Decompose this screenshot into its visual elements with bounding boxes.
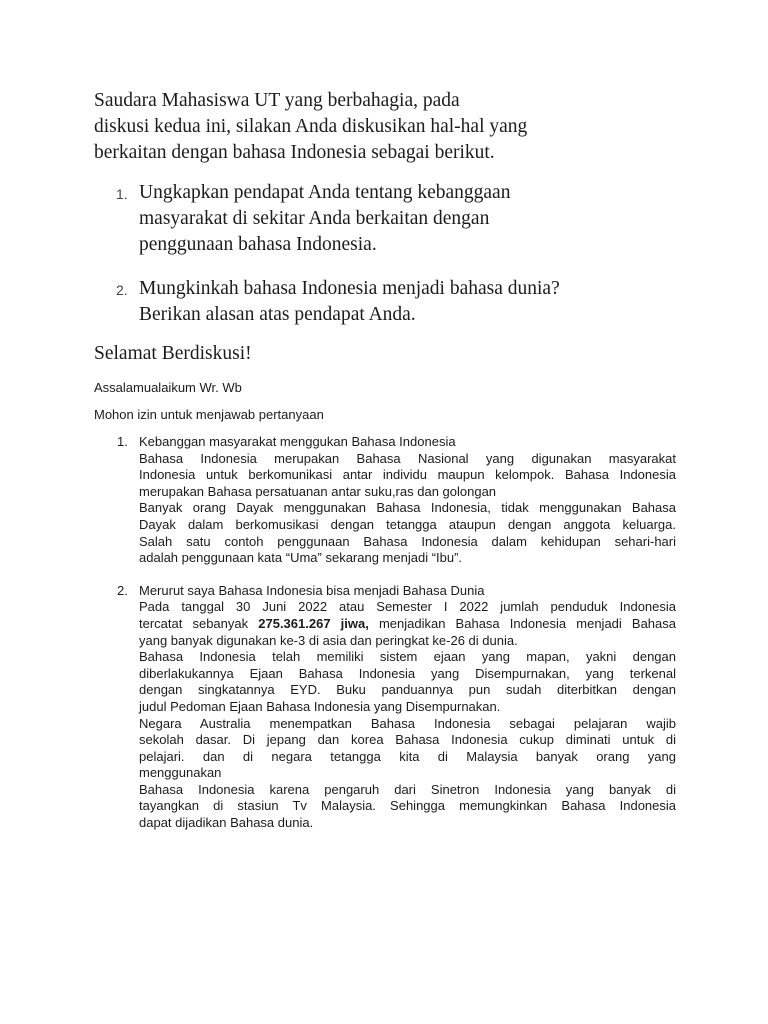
answer-paragraph bbox=[139, 649, 676, 715]
population-figure: 275.361.267 jiwa, bbox=[258, 615, 369, 631]
question-item bbox=[94, 180, 694, 258]
question-text bbox=[139, 180, 694, 258]
answer-text: tercatat sebanyak bbox=[139, 615, 259, 631]
answer-line: tayangkan di stasiun Tv Malaysia. Sehingga memungkinkan Bahasa Indonesia bbox=[139, 798, 676, 814]
answer-number: 2. bbox=[117, 582, 128, 598]
answer-line: diberlakukannya Ejaan Bahasa Indonesia yang Disempurnakan, yang terkenal bbox=[139, 665, 676, 681]
answer-line: Salah satu contoh penggunaan Bahasa Indonesia dalam kehidupan sehari-hari bbox=[139, 533, 676, 549]
question-line: Berikan alasan atas pendapat Anda. bbox=[139, 304, 416, 325]
answer-line: pelajari. dan di negara tetangga kita di Malaysia banyak orang yang bbox=[139, 748, 676, 764]
salam-line: Assalamualaikum Wr. Wb bbox=[94, 380, 242, 395]
answer-line: merupakan Bahasa persatuanan antar suku,ras dan golongan bbox=[139, 483, 497, 499]
intro-line: berkaitan dengan bahasa Indonesia sebagai berikut. bbox=[94, 142, 495, 163]
answer-line: dengan singkatannya EYD. Buku panduannya pun sudah diterbitkan dengan bbox=[139, 682, 676, 698]
answer-line: adalah penggunaan kata “Uma” sekarang menjadi “Ibu”. bbox=[139, 550, 463, 566]
intro-line: diskusi kedua ini, silakan Anda diskusikan hal-hal yang bbox=[94, 116, 528, 137]
answer-line bbox=[139, 616, 676, 633]
question-list bbox=[94, 180, 694, 328]
closing-greeting: Selamat Berdiskusi! bbox=[94, 343, 252, 364]
question-item bbox=[94, 276, 694, 328]
answer-line: sekolah dasar. Di jepang dan korea Bahasa Indonesia cukup diminati untuk di bbox=[139, 732, 676, 748]
intro-line: Saudara Mahasiswa UT yang berbahagia, pada bbox=[94, 90, 460, 111]
intro-paragraph bbox=[94, 88, 654, 166]
answer-paragraph bbox=[139, 716, 676, 782]
question-line: Ungkapkan pendapat Anda tentang kebanggaan bbox=[139, 182, 511, 203]
question-number: 2. bbox=[116, 282, 128, 298]
question-text bbox=[139, 276, 694, 328]
answer-text: menjadikan Bahasa Indonesia menjadi Bahasa bbox=[368, 615, 676, 631]
answer-paragraph bbox=[139, 500, 676, 566]
answer-line: Banyak orang Dayak menggunakan Bahasa Indonesia, tidak menggunakan Bahasa bbox=[139, 500, 676, 516]
answer-line: Indonesia untuk berkomunikasi antar individu maupun kelompok. Bahasa Indonesia bbox=[139, 467, 676, 483]
answer-line: Dayak dalam berkomusikasi dengan tetangga ataupun dengan anggota keluarga. bbox=[139, 516, 676, 532]
answer-line: dapat dijadikan Bahasa dunia. bbox=[139, 815, 314, 831]
answer-item bbox=[94, 434, 676, 567]
permission-line: Mohon izin untuk menjawab pertanyaan bbox=[94, 407, 324, 422]
answer-line: Bahasa Indonesia telah memiliki sistem ejaan yang mapan, yakni dengan bbox=[139, 649, 676, 665]
question-line: masyarakat di sekitar Anda berkaitan dengan bbox=[139, 208, 490, 229]
answer-heading: Merurut saya Bahasa Indonesia bisa menjadi Bahasa Dunia bbox=[139, 582, 485, 598]
answer-line: judul Pedoman Ejaan Bahasa Indonesia yang Disempurnakan. bbox=[139, 698, 501, 714]
answer-line: Bahasa Indonesia karena pengaruh dari Sinetron Indonesia yang banyak di bbox=[139, 781, 676, 797]
question-line: penggunaan bahasa Indonesia. bbox=[139, 234, 377, 255]
answer-paragraph bbox=[139, 599, 676, 649]
answer-line: Bahasa Indonesia merupakan Bahasa Nasional yang digunakan masyarakat bbox=[139, 450, 676, 466]
answer-item bbox=[94, 583, 676, 832]
answer-line: Negara Australia menempatkan Bahasa Indonesia sebagai pelajaran wajib bbox=[139, 715, 676, 731]
answer-heading: Kebanggan masyarakat menggukan Bahasa Indonesia bbox=[139, 434, 456, 449]
answer-line: menggunakan bbox=[139, 765, 222, 781]
answer-paragraph bbox=[139, 782, 676, 832]
answer-number: 1. bbox=[117, 434, 128, 449]
question-number: 1. bbox=[116, 186, 128, 202]
question-line: Mungkinkah bahasa Indonesia menjadi bahasa dunia? bbox=[139, 278, 560, 299]
answer-paragraph bbox=[139, 451, 676, 501]
answer-line: yang banyak digunakan ke-3 di asia dan peringkat ke-26 di dunia. bbox=[139, 632, 518, 648]
answer-list bbox=[94, 434, 676, 832]
answer-line: Pada tanggal 30 Juni 2022 atau Semester I 2022 jumlah penduduk Indonesia bbox=[139, 599, 676, 615]
